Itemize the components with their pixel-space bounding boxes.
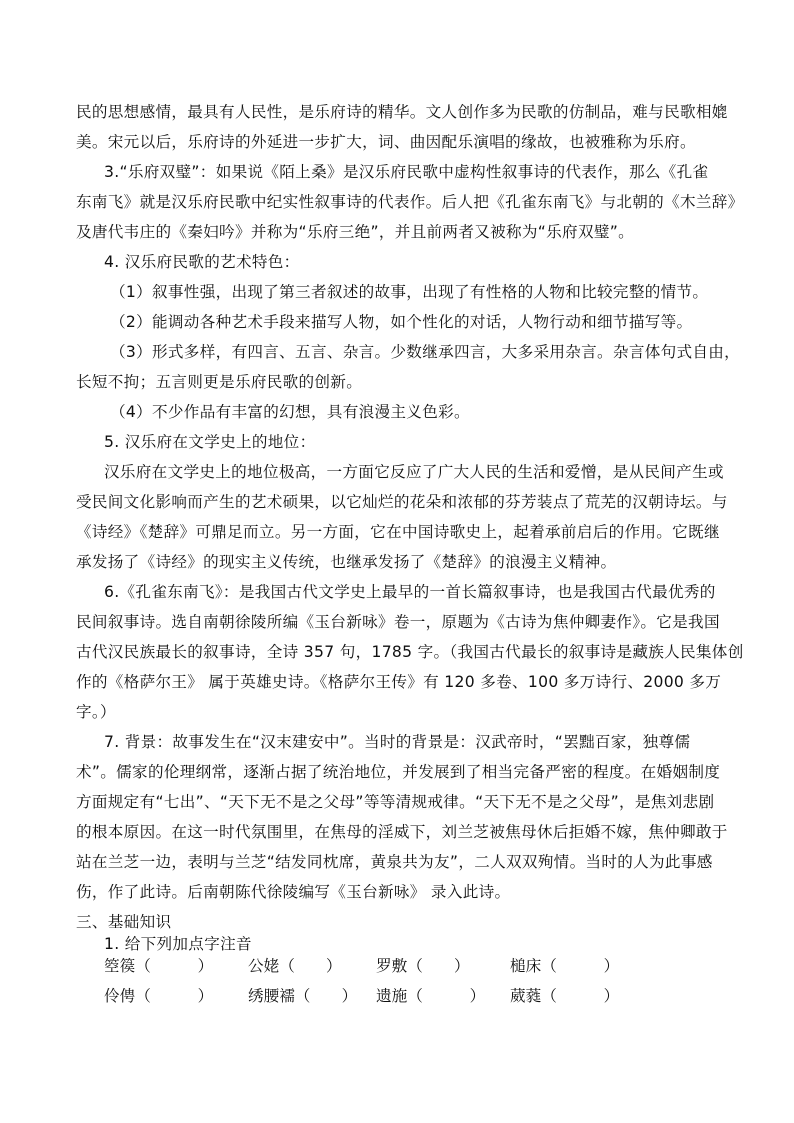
text-line: 及唐代韦庄的《秦妇吟》并称为“乐府三绝”，并且前两者又被称为“乐府双璧”。	[76, 223, 635, 241]
text-line: 受民间文化影响而产生的艺术硕果，以它灿烂的花朵和浓郁的芬芳装点了荒芜的汉朝诗坛。与	[76, 493, 728, 511]
text-line: 长短不拘；五言则更是乐府民歌的创新。	[76, 373, 363, 391]
text-line: 《诗经》《楚辞》可鼎足而立。另一方面，它在中国诗歌史上，起着承前启后的作用。它既继	[76, 523, 720, 541]
text-line: 术”。儒家的伦理纲常，逐渐占据了统治地位，并发展到了相当完备严密的程度。在婚姻制度	[76, 763, 721, 781]
list-item: （2）能调动各种艺术手段来描写人物，如个性化的对话，人物行动和细节描写等。	[110, 313, 693, 331]
text-line: 伤，作了此诗。后南朝陈代徐陵编写《玉台新咏》 录入此诗。	[76, 883, 511, 901]
list-item: （1）叙事性强，出现了第三者叙述的故事，出现了有性格的人物和比较完整的情节。	[110, 283, 709, 301]
text-line: 站在兰芝一边，表明与兰芝“结发同枕席，黄泉共为友”，二人双双殉情。当时的人为此事感	[76, 853, 713, 871]
pinyin-blank[interactable]: 葳蕤（ ）	[510, 987, 620, 1005]
pinyin-blank[interactable]: 罗敷（ ）	[376, 957, 470, 975]
text-line: 6.《孔雀东南飞》：是我国古代文学史上最早的一首长篇叙事诗，也是我国古代最优秀的	[104, 583, 716, 601]
list-item: （3）形式多样，有四言、五言、杂言。少数继承四言，大多采用杂言。杂言体句式自由，	[110, 343, 741, 361]
pinyin-blank[interactable]: 公姥（ ）	[248, 957, 342, 975]
pinyin-blank[interactable]: 箜篌（ ）	[104, 957, 214, 975]
list-item: （4）不少作品有丰富的幻想，具有浪漫主义色彩。	[110, 403, 470, 421]
text-line: 的根本原因。在这一时代氛围里，在焦母的淫威下，刘兰芝被焦母休后拒婚不嫁，焦仲卿敢于	[76, 823, 728, 841]
text-line: 字。）	[76, 703, 116, 721]
section-heading: 三、基础知识	[76, 913, 172, 931]
text-line: 方面规定有“七出”、“天下无不是之父母”等等清规戒律。“天下无不是之父母”，是焦刘悲剧	[76, 793, 715, 811]
pinyin-blank[interactable]: 绣腰襦（ ）	[248, 987, 358, 1005]
text-line: 东南飞》就是汉乐府民歌中纪实性叙事诗的代表作。后人把《孔雀东南飞》与北朝的《木兰辞》	[76, 193, 744, 211]
section-heading: 5. 汉乐府在文学史上的地位：	[104, 433, 316, 451]
text-line: 3.“乐府双璧”：如果说《陌上桑》是汉乐府民歌中虚构性叙事诗的代表作，那么《孔雀	[104, 163, 709, 181]
text-line: 7. 背景：故事发生在“汉末建安中”。当时的背景是：汉武帝时，“罢黜百家，独尊儒	[104, 733, 691, 751]
question-heading: 1. 给下列加点字注音	[104, 935, 252, 953]
text-line: 承发扬了《诗经》的现实主义传统，也继承发扬了《楚辞》的浪漫主义精神。	[76, 553, 617, 571]
text-line: 民的思想感情，最具有人民性，是乐府诗的精华。文人创作多为民歌的仿制品，难与民歌相媲	[76, 103, 728, 121]
text-line: 古代汉民族最长的叙事诗，全诗 357 句，1785 字。（我国古代最长的叙事诗是藏族人民集体创	[76, 643, 744, 661]
pinyin-blank[interactable]: 遗施（ ）	[376, 987, 486, 1005]
pinyin-blank[interactable]: 伶俜（ ）	[104, 987, 214, 1005]
section-heading: 4. 汉乐府民歌的艺术特色：	[104, 253, 300, 271]
pinyin-blank[interactable]: 槌床（ ）	[510, 957, 620, 975]
text-line: 民间叙事诗。选自南朝徐陵所编《玉台新咏》卷一，原题为《古诗为焦仲卿妻作》。它是我国	[76, 613, 720, 631]
text-line: 美。宋元以后，乐府诗的外延进一步扩大，词、曲因配乐演唱的缘故，也被雅称为乐府。	[76, 133, 696, 151]
text-line: 作的《格萨尔王》 属于英雄史诗。《格萨尔王传》有 120 多卷、100 多万诗行、2000 多万	[76, 673, 722, 691]
text-line: 汉乐府在文学史上的地位极高，一方面它反应了广大人民的生活和爱憎，是从民间产生或	[104, 463, 724, 481]
